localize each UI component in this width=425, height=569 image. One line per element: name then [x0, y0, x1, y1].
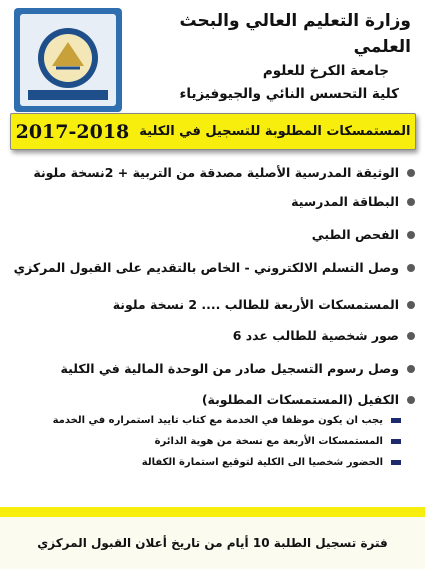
square-bullet-icon [391, 460, 401, 465]
sub-list-item: الحضور شخصيا الى الكلية لتوقيع استمارة الكفالة [10, 457, 401, 468]
list-item: الكفيل (المستمسكات المطلوبة) [10, 392, 415, 407]
bullet-icon [407, 169, 415, 177]
footer-text: فترة تسجيل الطلبة 10 أيام من تاريخ أعلان القبول المركزي [37, 536, 388, 550]
square-bullet-icon [391, 418, 401, 423]
list-item: وصل رسوم التسجيل صادر من الوحدة المالية في الكلية [10, 361, 415, 376]
bullet-icon [407, 396, 415, 404]
sub-list-item: المستمسكات الأربعة مع نسخة من هوية الدائرة [10, 436, 401, 447]
list-item: البطاقة المدرسية [10, 194, 415, 209]
bullet-icon [407, 264, 415, 272]
bullet-icon [407, 365, 415, 373]
list-item: الوثيقة المدرسية الأصلية مصدقة من التربية + 2نسخة ملونة [10, 165, 415, 180]
college-name: كلية التحسس النائي والجيوفيزياء [179, 86, 399, 102]
university-logo [12, 6, 124, 114]
list-item: وصل التسلم الالكتروني - الخاص بالتقديم على القبول المركزي [10, 260, 415, 275]
square-bullet-icon [391, 439, 401, 444]
list-item: الفحص الطبي [10, 227, 415, 242]
ministry-name: وزارة التعليم العالي والبحث العلمي [179, 11, 411, 57]
university-name: جامعة الكرخ للعلوم [262, 63, 389, 79]
sub-list-item: يجب ان يكون موظفا في الخدمة مع كتاب تاييد استمراره في الخدمة [10, 415, 401, 426]
bullet-icon [407, 198, 415, 206]
footer [0, 507, 425, 569]
bullet-icon [407, 231, 415, 239]
requirements-list [10, 165, 415, 468]
title-banner [10, 113, 416, 150]
title-years: 2017-2018 [15, 120, 130, 143]
bullet-icon [407, 332, 415, 340]
header [131, 8, 411, 106]
list-item: المستمسكات الأربعة للطالب .... 2 نسخة ملونة [10, 297, 415, 312]
footer-bar [0, 507, 425, 517]
list-item: صور شخصية للطالب عدد 6 [10, 328, 415, 343]
title-text: المستمسكات المطلوبة للتسجيل في الكلية [139, 124, 411, 139]
bullet-icon [407, 301, 415, 309]
